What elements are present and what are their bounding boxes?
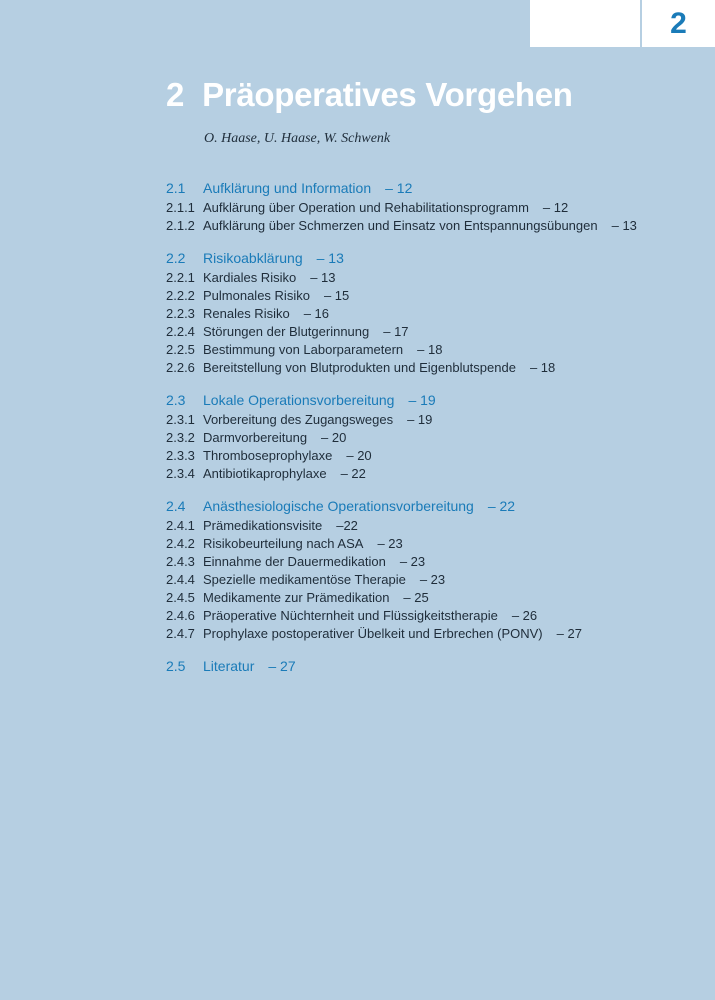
chapter-number: 2 [166,76,185,113]
chapter-title-text: Präoperatives Vorgehen [202,76,573,113]
toc-entry-page: – 23 [399,554,426,569]
toc-entry-title: Vorbereitung des Zugangsweges [203,412,394,427]
toc-entry-number: 2.3.2 [166,430,195,445]
toc-entry-title: Prämedikationsvisite [203,518,323,533]
toc-entry-title: Darmvorbereitung [203,430,308,445]
toc-entry-page: – 15 [323,288,350,303]
toc-entry-number: 2.4.7 [166,626,195,641]
toc-entry-title: Aufklärung und Information [203,180,372,196]
toc-entry-page: – 19 [407,412,433,427]
toc-entry-title: Aufklärung über Operation und Rehabilitationsprogramm [203,200,529,215]
toc-subsection[interactable] [166,535,686,553]
toc-section [166,656,686,677]
toc-subsection[interactable] [166,217,686,235]
toc-entry-number: 2.5 [166,658,186,674]
toc-entry-title: Bestimmung von Laborparametern [203,342,404,357]
toc-entry-number: 2.1 [166,180,186,196]
toc-subsection[interactable] [166,269,686,287]
chapter-authors: O. Haase, U. Haase, W. Schwenk [204,131,391,146]
toc-entry-page: – 20 [346,448,372,463]
toc-entry-title: Medikamente zur Prämedikation [203,590,390,605]
toc-entry-number: 2.1.1 [166,200,195,215]
toc-entry-title: Lokale Operationsvorbereitung [203,392,395,408]
toc-entry-page: – 27 [556,626,582,641]
toc-subsection[interactable] [166,625,686,643]
toc-entry-number: 2.4 [166,498,186,514]
toc-section-heading[interactable] [166,248,686,269]
toc-section [166,248,686,377]
toc-entry-title: Präoperative Nüchternheit und Flüssigkeitstherapie [203,608,498,623]
toc-entry-page: – 22 [340,466,366,481]
toc-subsection[interactable] [166,199,686,217]
toc-entry-title: Einnahme der Dauermedikation [203,554,386,569]
toc-subsection[interactable] [166,411,686,429]
toc-entry-page: – 17 [383,324,409,339]
toc-entry-page: – 16 [303,306,330,321]
toc-entry-number: 2.3.3 [166,448,195,463]
toc-entry-title: Risikoabklärung [203,250,303,266]
toc-entry-title: Kardiales Risiko [203,270,297,285]
toc-entry-title: Bereitstellung von Blutprodukten und Eigenblutspende [203,360,516,375]
toc-entry-page: – 13 [316,250,344,266]
toc-subsection[interactable] [166,571,686,589]
toc-section-heading[interactable] [166,390,686,411]
toc-entry-title: Pulmonales Risiko [203,288,310,303]
toc-section [166,178,686,235]
toc-subsection[interactable] [166,517,686,535]
chapter-tab-number: 2 [642,0,715,47]
toc-section [166,496,686,643]
toc-subsection[interactable] [166,359,686,377]
toc-entry-number: 2.2.6 [166,360,195,375]
toc-entry-title: Renales Risiko [203,306,290,321]
toc-entry-number: 2.2.3 [166,306,195,321]
toc-subsection[interactable] [166,323,686,341]
toc-subsection[interactable] [166,553,686,571]
toc-entry-page: – 12 [385,180,413,196]
toc-section [166,390,686,483]
toc-entry-number: 2.2.5 [166,342,195,357]
toc-entry-page: – 20 [321,430,347,445]
toc-entry-number: 2.2.2 [166,288,195,303]
toc-entry-title: Prophylaxe postoperativer Übelkeit und Erbrechen (PONV) [203,626,543,641]
toc-section-heading[interactable] [166,656,686,677]
toc-entry-number: 2.4.1 [166,518,195,533]
toc-entry-page: – 25 [403,590,429,605]
toc-entry-number: 2.2 [166,250,186,266]
toc-entry-title: Antibiotikaprophylaxe [203,466,327,481]
toc-subsection[interactable] [166,607,686,625]
toc-entry-number: 2.3 [166,392,186,408]
toc-entry-page: – 18 [529,360,556,375]
chapter-title [166,76,573,114]
toc-entry-title: Aufklärung über Schmerzen und Einsatz von Entspannungsübungen [203,218,598,233]
table-of-contents [166,178,686,690]
toc-entry-page: – 23 [377,536,403,551]
toc-entry-title: Spezielle medikamentöse Therapie [203,572,406,587]
toc-entry-number: 2.1.2 [166,218,195,233]
toc-subsection[interactable] [166,305,686,323]
toc-entry-title: Risikobeurteilung nach ASA [203,536,364,551]
toc-entry-number: 2.4.2 [166,536,195,551]
header-tab-blank [530,0,640,47]
toc-entry-page: – 13 [611,218,637,233]
toc-entry-page: – 18 [417,342,443,357]
toc-entry-number: 2.2.1 [166,270,195,285]
toc-entry-page: – 26 [511,608,538,623]
toc-section-heading[interactable] [166,496,686,517]
toc-subsection[interactable] [166,447,686,465]
toc-entry-page: –22 [336,518,358,533]
toc-section-heading[interactable] [166,178,686,199]
toc-entry-page: – 19 [408,392,436,408]
toc-entry-title: Störungen der Blutgerinnung [203,324,370,339]
toc-entry-title: Anästhesiologische Operationsvorbereitung [203,498,474,514]
toc-entry-page: – 12 [542,200,569,215]
toc-entry-number: 2.4.6 [166,608,195,623]
toc-entry-number: 2.3.4 [166,466,195,481]
toc-entry-page: – 22 [487,498,516,514]
toc-entry-title: Literatur [203,658,255,674]
toc-subsection[interactable] [166,429,686,447]
toc-entry-title: Thromboseprophylaxe [203,448,333,463]
toc-entry-page: – 13 [310,270,336,285]
toc-entry-number: 2.3.1 [166,412,195,427]
toc-subsection[interactable] [166,341,686,359]
toc-entry-number: 2.4.3 [166,554,195,569]
toc-entry-page: – 27 [268,658,296,674]
toc-entry-number: 2.2.4 [166,324,195,339]
toc-entry-page: – 23 [419,572,446,587]
toc-subsection[interactable] [166,287,686,305]
toc-subsection[interactable] [166,589,686,607]
toc-subsection[interactable] [166,465,686,483]
toc-entry-number: 2.4.5 [166,590,195,605]
toc-entry-number: 2.4.4 [166,572,195,587]
